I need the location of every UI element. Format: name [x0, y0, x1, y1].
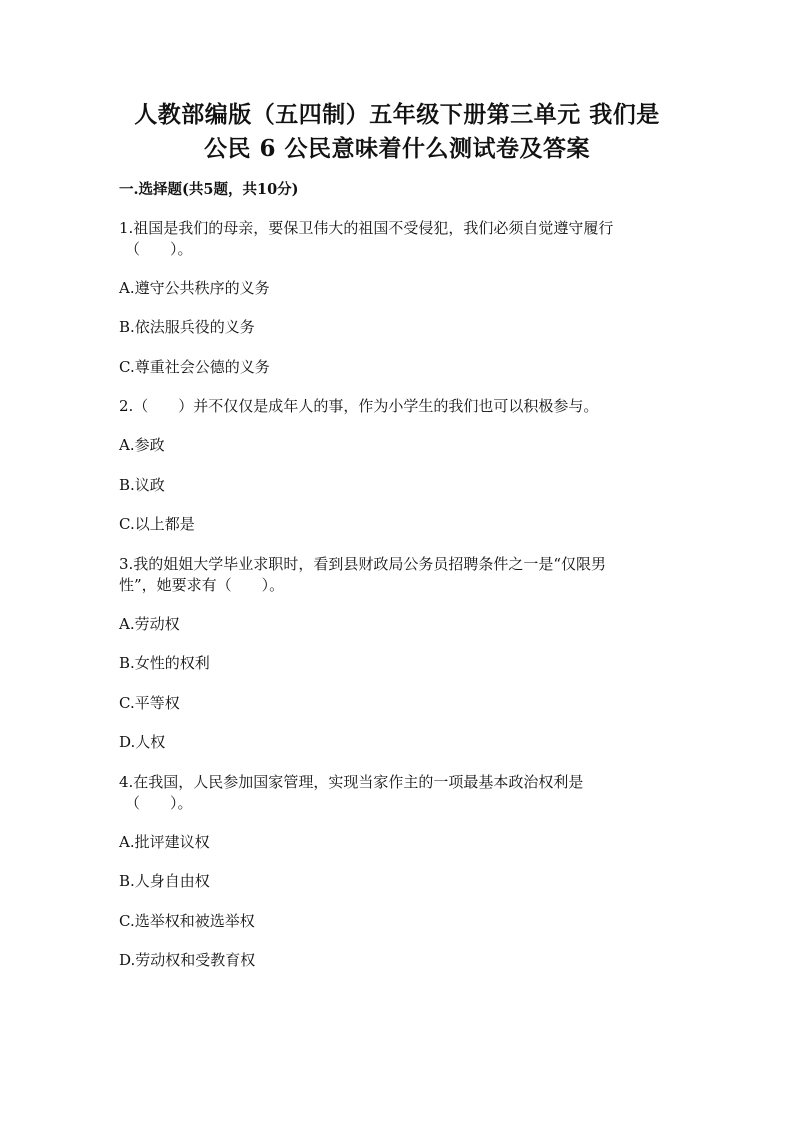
question-3-stem: 3.我的姐姐大学毕业求职时，看到县财政局公务员招聘条件之一是“仅限男 [119, 555, 606, 573]
document-title-line-1: 人教部编版（五四制）五年级下册第三单元 我们是 [134, 101, 660, 128]
question-4-stem: 4.在我国，人民参加国家管理，实现当家作主的一项最基本政治权利是 [119, 773, 584, 791]
question-3-option-b: B.女性的权利 [119, 654, 210, 672]
question-2-option-a: A.参政 [119, 436, 165, 454]
question-1-option-c: C.尊重社会公德的义务 [119, 358, 270, 376]
question-2-stem: 2.（ ）并不仅仅是成年人的事，作为小学生的我们也可以积极参与。 [119, 397, 599, 415]
section-heading: 一.选择题(共5题，共10分) [119, 181, 299, 198]
question-3-option-c: C.平等权 [119, 694, 180, 712]
question-3-stem-continued: 性”，她要求有（ ）。 [119, 576, 285, 594]
question-4-option-d: D.劳动权和受教育权 [119, 951, 256, 969]
question-1-stem-continued: （ ）。 [125, 240, 193, 258]
question-4-option-c: C.选举权和被选举权 [119, 912, 255, 930]
question-4-option-a: A.批评建议权 [119, 833, 210, 851]
question-1-option-b: B.依法服兵役的义务 [119, 318, 255, 336]
question-1-option-a: A.遵守公共秩序的义务 [119, 279, 270, 297]
question-4-stem-continued: （ ）。 [125, 794, 193, 812]
question-3-option-a: A.劳动权 [119, 615, 180, 633]
question-2-option-b: B.议政 [119, 476, 165, 494]
question-3-option-d: D.人权 [119, 733, 166, 751]
document-title-line-2: 公民 6 公民意味着什么测试卷及答案 [203, 135, 591, 162]
question-4-option-b: B.人身自由权 [119, 872, 210, 890]
question-1-stem: 1.祖国是我们的母亲，要保卫伟大的祖国不受侵犯，我们必须自觉遵守履行 [119, 219, 614, 237]
question-2-option-c: C.以上都是 [119, 515, 195, 533]
